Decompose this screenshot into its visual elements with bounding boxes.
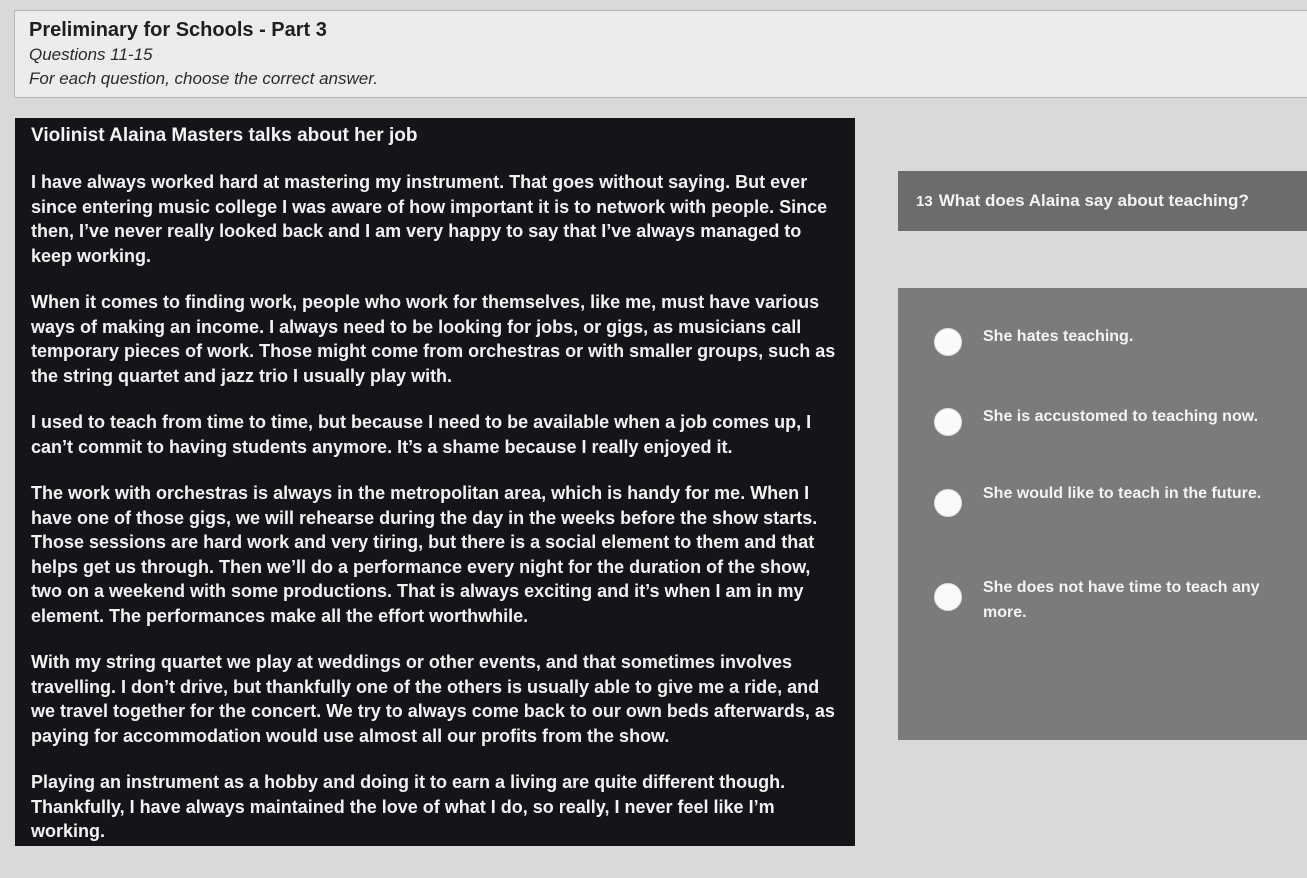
passage-paragraph: With my string quartet we play at weddings or other events, and that sometimes involves travelling. I don’t drive, but thankfully one of the others is usually able to give me a ride, and we travel together for the concert. We try to always come back to our own beds afterwards, as paying for accommodation would use almost all our profits from the show. bbox=[31, 652, 835, 746]
passage-paragraph: I have always worked hard at mastering my instrument. That goes without saying. But ever since entering music college I was aware of how important it is to network with people. Since then, I’ve never really looked back and I am very happy to say that I’ve always managed to keep working. bbox=[31, 172, 828, 266]
answer-option-a[interactable] bbox=[898, 324, 1307, 380]
radio-button[interactable] bbox=[934, 583, 962, 611]
answer-option-label[interactable]: She hates teaching. bbox=[983, 328, 1134, 345]
answer-option-b[interactable] bbox=[898, 404, 1307, 460]
radio-button[interactable] bbox=[934, 489, 962, 517]
passage-paragraph: When it comes to finding work, people who work for themselves, like me, must have various ways of making an income. I always need to be looking for jobs, or gigs, as musicians call temporary pieces of work. Those might come from orchestras or with smaller groups, such as the string quartet and jazz trio I usually play with. bbox=[31, 292, 836, 386]
reading-passage bbox=[15, 118, 855, 846]
passage-paragraph: The work with orchestras is always in the metropolitan area, which is handy for me. When I have one of those gigs, we will rehearse during the day in the weeks before the show starts. Those sessions are hard work and very tiring, but there is a social element to them and that helps get us through. Then we’ll do a performance every night for the duration of the show, two on a weekend with some productions. That is always exciting and it’s when I am in my element. The performances make all the effort worthwhile. bbox=[31, 483, 818, 626]
answer-option-c[interactable] bbox=[898, 481, 1307, 537]
question-text: What does Alaina say about teaching? bbox=[938, 191, 1249, 210]
instructions-text: For each question, choose the correct answer. bbox=[29, 69, 378, 88]
answer-option-label[interactable]: She does not have time to teach any more. bbox=[983, 579, 1260, 621]
page-title: Preliminary for Schools - Part 3 bbox=[29, 19, 327, 41]
question-prompt bbox=[898, 171, 1307, 231]
radio-button[interactable] bbox=[934, 408, 962, 436]
answer-option-label[interactable]: She is accustomed to teaching now. bbox=[983, 408, 1259, 425]
instructions-header bbox=[14, 10, 1307, 98]
passage-paragraph: Playing an instrument as a hobby and doing it to earn a living are quite different though. Thankfully, I have always maintained the love of what I do, so really, I never feel like I’m working. bbox=[31, 772, 786, 841]
radio-button[interactable] bbox=[934, 328, 962, 356]
answer-options bbox=[898, 288, 1307, 740]
answer-option-label[interactable]: She would like to teach in the future. bbox=[983, 485, 1262, 502]
question-number: 13 bbox=[916, 192, 933, 210]
answer-option-d[interactable] bbox=[898, 575, 1307, 631]
passage-title: Violinist Alaina Masters talks about her job bbox=[31, 125, 418, 146]
questions-range: Questions 11-15 bbox=[29, 45, 153, 64]
passage-paragraph: I used to teach from time to time, but because I need to be available when a job comes up, I can’t commit to having students anymore. It’s a shame because I really enjoyed it. bbox=[31, 412, 812, 457]
